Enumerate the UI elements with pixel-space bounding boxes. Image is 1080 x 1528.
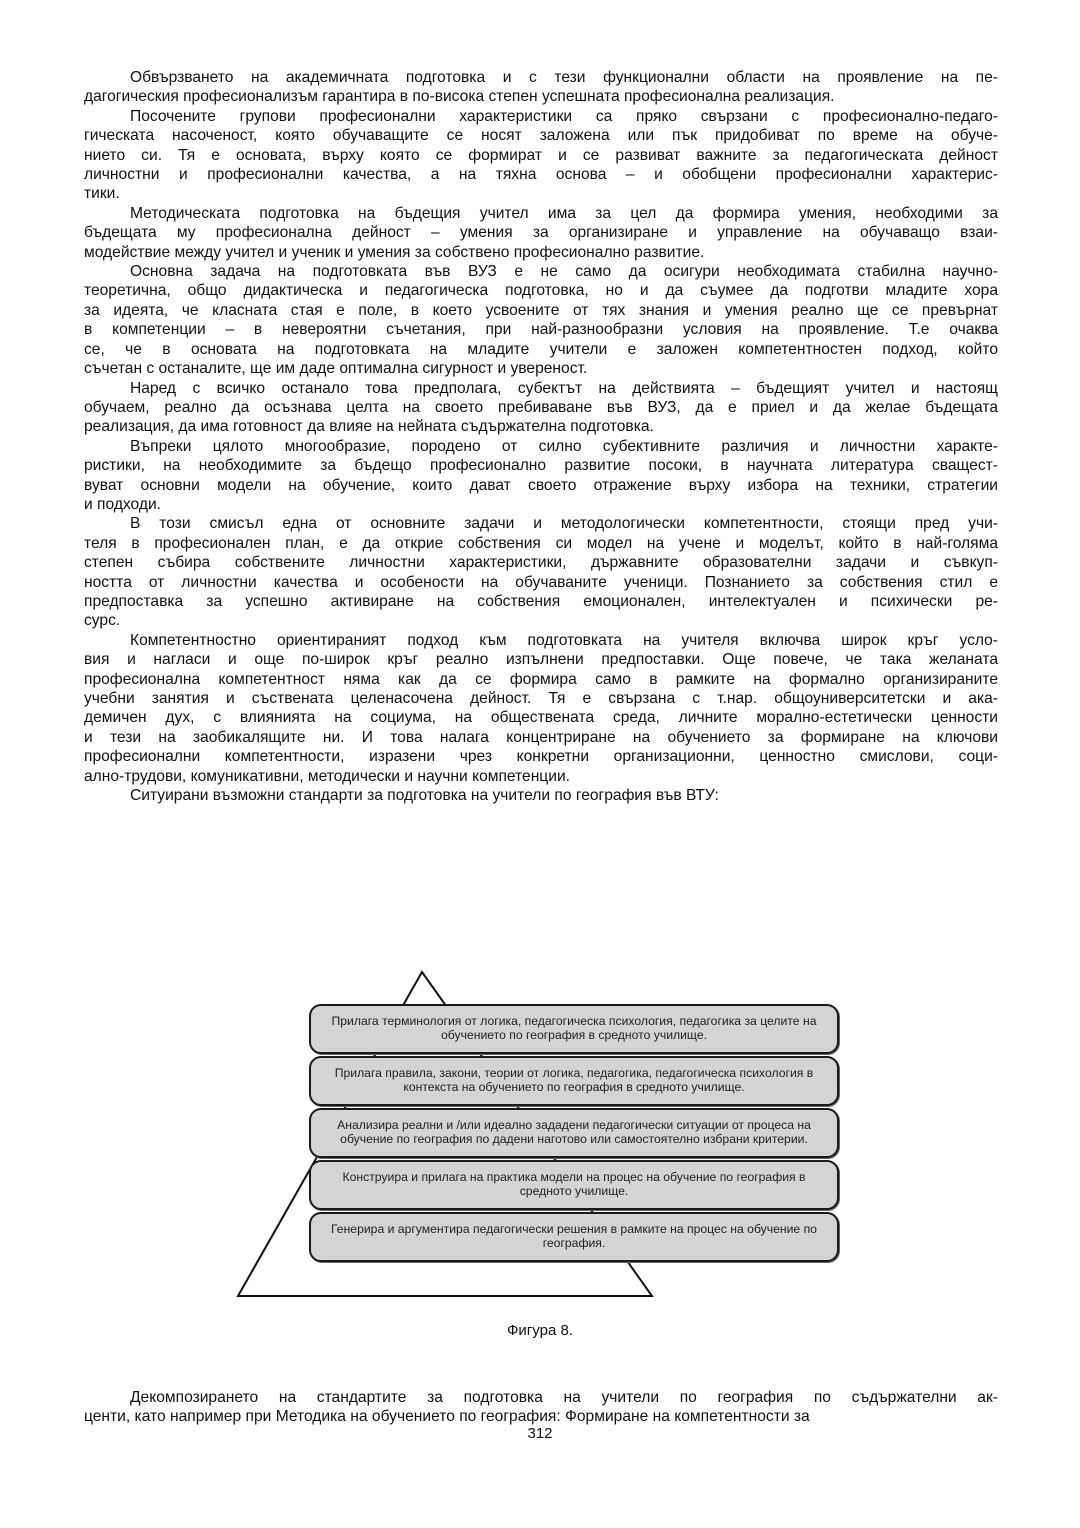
paragraph: [84, 379, 998, 437]
pyramid-tier-1: Прилага терминология от логика, педагогическа психология, педагогика за целите на обучението по география в средното училище.: [309, 1004, 839, 1054]
text-line: нието си. Тя е основата, върху която се формират и се развиват важните за педагогическата дейност: [84, 146, 998, 164]
paragraph: [84, 437, 998, 515]
text-line: Обвързването на академичната подготовка и с тези функционални области на проявление на пе-: [130, 69, 998, 86]
text-line: се, че в основата на подготовката на младите учители е заложен компетентностен подход, който: [84, 340, 998, 358]
text-line: теля в професионален план, е да открие собствения си модел на учене и моделът, който в най-голяма: [84, 534, 998, 552]
text-line: теоретична, общо дидактическа и педагогическа подготовка, но и да съумее да подготви младите хора: [84, 282, 998, 300]
text-line: обучаем, реално да осъзнава целта на своето пребиваване във ВУЗ, да е приел и да желае бъдещата: [84, 398, 998, 416]
text-line: професионални компетентности, изразени чрез конкретни организационни, ценностно смислови, соци-: [84, 748, 998, 766]
figure-caption: Фигура 8.: [507, 1322, 573, 1339]
text-line: личностни и професионални качества, а на тяхна основа – и обобщени професионални характерис-: [84, 166, 998, 184]
text-line: и тези на заобикалящите ни. И това налага концентриране на обучението за формиране на ключови: [84, 728, 998, 746]
text-line: центи, като например при Методика на обучението по география: Формиране на компетентности за: [84, 1408, 810, 1426]
pyramid-tier-3: Анализира реални и /или идеално зададени педагогически ситуации от процеса на обучение по география по дадени наготово или самостоятелно избрани критерии.: [309, 1108, 839, 1158]
text-line: и подходи.: [84, 495, 162, 513]
text-line: Ситуирани възможни стандарти за подготовка на учители по география във ВТУ:: [130, 787, 719, 805]
body-text: [84, 68, 998, 805]
text-line: вия и нагласи и още по-широк кръг реално изпълнени предпоставки. Още повече, че така желаната: [84, 651, 998, 669]
text-line: Методическата подготовка на бъдещия учител има за цел да формира умения, необходими за: [130, 204, 998, 222]
text-line: Наред с всичко останало това предполага, субектът на действията – бъдещият учител и настоящ: [130, 379, 998, 397]
text-line: дагогическия професионализъм гарантира в по-висока степен успешната професионална реализация.: [84, 88, 835, 106]
text-line: реализация, да има готовност да влияе на нейната съдържателна подготовка.: [84, 418, 654, 436]
text-line: демичен дух, с влиянията на социума, на обществената среда, личните морално-естетически ценности: [84, 709, 998, 727]
text-line: ристики, на необходимите за бъдещо професионално развитие посоки, в научната литература сващест-: [84, 457, 998, 475]
text-line: ално-трудови, комуникативни, методически и научни компетенции.: [84, 767, 570, 785]
text-line: сурс.: [84, 612, 121, 630]
pyramid-tier-2: Прилага правила, закони, теории от логика, педагогика, педагогическа психология в контекста на обучението по география в средното училище.: [309, 1056, 839, 1106]
text-line: учебни занятия и съствената целенасочена дейност. Тя е свързана с т.нар. общоуниверситетски и ака-: [84, 690, 998, 707]
text-line: за идеята, че класната стая е поле, в което усвоените от тях знания и умения реално ще се превърнат: [84, 301, 998, 319]
text-line: гическата насоченост, която обучаващите се носят заложена или пък придобиват по време на обуче-: [84, 127, 998, 145]
closing-paragraph: [84, 1388, 998, 1427]
text-line: професионална компетентност няма как да се формира само в рамките на формално организираните: [84, 670, 998, 688]
text-line: предпоставка за успешно активиране на собствения емоционален, интелектуален и психически ре-: [84, 592, 998, 610]
text-line: Основна задача на подготовката във ВУЗ е не само да осигури необходимата стабилна научно-: [130, 263, 998, 281]
paragraph: [84, 68, 998, 107]
text-line: степен събира собствените личностни характеристики, държавните образователни задачи и съвкуп-: [84, 554, 998, 572]
paragraph: [84, 204, 998, 262]
paragraph: [84, 786, 998, 805]
paragraph: [84, 107, 998, 204]
text-line: в компетенции – в невероятни съчетания, при най-разнообразни условия на проявление. Т.е очаква: [84, 321, 998, 339]
pyramid-tier-5: Генерира и аргументира педагогически решения в рамките на процес на обучение по география.: [309, 1212, 839, 1262]
text-line: Въпреки цялото многообразие, породено от силно субективните различия и личностни характе-: [130, 437, 998, 455]
text-line: модействие между учител и ученик и умения за собствено професионално развитие.: [84, 243, 705, 261]
pyramid-tier-4: Конструира и прилага на практика модели на процес на обучение по география в средното училище.: [309, 1160, 839, 1210]
text-line: вуват основни модели на обучение, които дават своето отражение върху избора на техники, стратегии: [84, 476, 998, 494]
text-line: ността от личностни качества и особености на обучаваните ученици. Познанието за собствения стил е: [84, 573, 998, 591]
pyramid-figure: [236, 968, 846, 1304]
text-line: бъдещата му професионална дейност – умения за организиране и управление на обучаващо взаи-: [84, 224, 998, 242]
text-line: съчетан с останалите, ще им даде оптимална сигурност и увереност.: [84, 360, 588, 378]
paragraph: [84, 514, 998, 630]
paragraph: [84, 631, 998, 786]
page-number: 312: [527, 1425, 553, 1442]
paragraph: [84, 1388, 998, 1427]
text-line: Декомпозирането на стандартите за подготовка на учители по география по съдържателни ак-: [130, 1389, 998, 1406]
text-line: Компетентностно ориентираният подход към подготовката на учителя включва широк кръг усло-: [130, 631, 998, 649]
text-line: Посочените групови професионални характеристики са пряко свързани с професионално-педаго-: [130, 107, 998, 125]
text-line: тики.: [84, 185, 120, 203]
paragraph: [84, 262, 998, 378]
text-line: В този смисъл една от основните задачи и методологически компетентности, стоящи пред учи-: [130, 515, 998, 533]
